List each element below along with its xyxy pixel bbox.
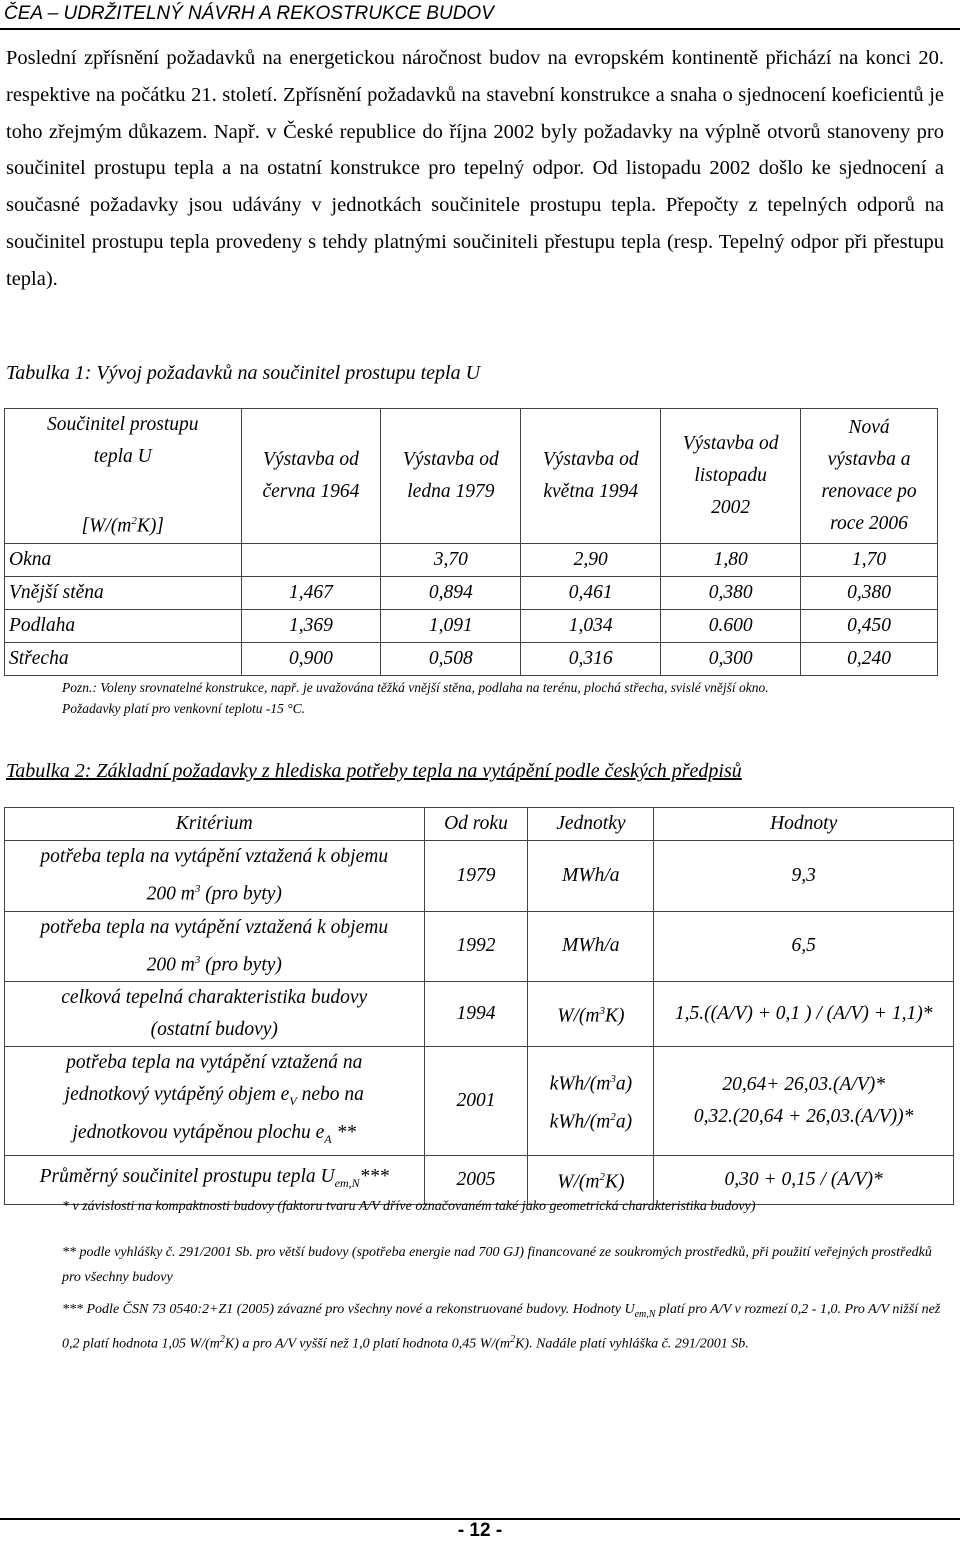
cell-value: 1,369 bbox=[241, 609, 381, 642]
table2-header-year: Od roku bbox=[424, 808, 528, 841]
cell-value: 0,450 bbox=[801, 609, 938, 642]
cell-units: kWh/$(m^3a)$ kWh/$(m^2a)$ bbox=[528, 1047, 654, 1156]
cell-value: 2,90 bbox=[521, 543, 661, 576]
cell-value: 1,034 bbox=[521, 609, 661, 642]
row-label: Střecha bbox=[5, 642, 242, 675]
cell-year: 2005 bbox=[424, 1155, 528, 1204]
criterion-line: 200 $m^3$ (pro byty) bbox=[146, 883, 282, 905]
criterion-line: potřeba tepla na vytápění vztažená k objemu bbox=[40, 846, 389, 867]
cell-value: 9,3 bbox=[654, 841, 954, 912]
cell-units: MWh/a bbox=[528, 911, 654, 982]
table1-caption: Tabulka 1: Vývoj požadavků na součinitel prostupu tepla U bbox=[6, 362, 481, 384]
cell-year: 1979 bbox=[424, 841, 528, 912]
table1-header-2006: Nová výstavba a renovace po roce 2006 bbox=[801, 409, 938, 544]
header-rule bbox=[0, 28, 960, 30]
row-label: Vnější stěna bbox=[5, 576, 242, 609]
table-row bbox=[5, 1047, 954, 1156]
cell-units: $W/(m^3K)$ bbox=[528, 982, 654, 1047]
cell-year: 1994 bbox=[424, 982, 528, 1047]
cell-value: 0,316 bbox=[521, 642, 661, 675]
cell-value: 0,894 bbox=[381, 576, 521, 609]
table2-header-values: Hodnoty bbox=[654, 808, 954, 841]
cell-value bbox=[241, 543, 381, 576]
cell-value: 0,240 bbox=[801, 642, 938, 675]
table-row bbox=[5, 576, 938, 609]
criterion-line: 200 $m^3$ (pro byty) bbox=[146, 953, 282, 975]
criterion-line: (ostatní budovy) bbox=[150, 1019, 278, 1040]
cell-value: 0.600 bbox=[661, 609, 801, 642]
footnote-1: * v závislosti na kompaktnosti budovy (faktoru tvaru A/V dříve označovaném také jako geometrická charakteristika budovy) bbox=[62, 1199, 756, 1214]
cell-value: 0,900 bbox=[241, 642, 381, 675]
table2-header-criterion: Kritérium bbox=[5, 808, 425, 841]
cell-value: 1,70 bbox=[801, 543, 938, 576]
table1-header-1994: Výstavba od května 1994 bbox=[521, 409, 661, 544]
running-header: ČEA – UDRŽITELNÝ NÁVRH A REKOSTRUKCE BUDOV bbox=[4, 3, 494, 24]
intro-paragraph: Poslední zpřísnění požadavků na energetickou náročnost budov na evropském kontinentě přichází na konci 20. respektive na počátku 21. století. Zpřísnění požadavků na stavební konstrukce a snaha o sjednocení koeficientů je toho zřejmým důkazem. Např. v České republice do října 2002 byly požadavky na výplně otvorů stanoveny pro součinitel prostupu tepla a na ostatní konstrukce pro tepelný odpor. Od listopadu 2002 došlo ke sjednocení a současné požadavky jsou udávány v jednotkách součinitele prostupu tepla. Přepočty z tepelných odporů na součinitel prostupu tepla provedeny s tehdy platnými součiniteli přestupu tepla (resp. Tepelný odpor při přestupu tepla). bbox=[6, 47, 944, 290]
table1-header-spacer bbox=[5, 473, 241, 505]
cell-value: 1,80 bbox=[661, 543, 801, 576]
table1-header-criterion bbox=[5, 409, 242, 544]
criterion-line: jednotkový vytápěný objem $e_V$ nebo na bbox=[64, 1084, 364, 1108]
table2-heating-requirements bbox=[4, 807, 954, 1205]
table-row bbox=[5, 982, 954, 1047]
row-criterion bbox=[5, 1047, 425, 1156]
table1-header-2002: Výstavba od listopadu 2002 bbox=[661, 409, 801, 544]
cell-value: 0,30 + 0,15 / (A/V)* bbox=[654, 1155, 954, 1204]
table1-note-line-1: Pozn.: Voleny srovnatelné konstrukce, např. je uvažována těžká vnější stěna, podlaha na terénu, plochá střecha, svislé vnější okno. bbox=[62, 680, 769, 695]
row-label: Podlaha bbox=[5, 609, 242, 642]
row-label: Okna bbox=[5, 543, 242, 576]
table1-header-row bbox=[5, 409, 938, 544]
cell-value: 1,467 bbox=[241, 576, 381, 609]
cell-value: 0,508 bbox=[381, 642, 521, 675]
footnote-3: *** Podle ČSN 73 0540:2+Z1 (2005) závazné pro všechny nové a rekonstruované budovy. Hodnoty $U_{em,N}$ platí pro A/V v rozmezí 0,2 - 1,0. Pro A/V nižší než 0,2 platí hodnota 1,05 $W/(m^2K)$ a pro A/V vyšší než 1,0 platí hodnota 0,45 $W/(m^2K)$. Nadále platí vyhláška č. 291/2001 Sb. bbox=[62, 1302, 941, 1352]
criterion-line: celková tepelná charakteristika budovy bbox=[61, 987, 368, 1008]
cell-value: 1,5.((A/V) + 0,1 ) / (A/V) + 1,1)* bbox=[654, 982, 954, 1047]
cell-value: 0,461 bbox=[521, 576, 661, 609]
table-row bbox=[5, 911, 954, 982]
cell-value: 0,380 bbox=[661, 576, 801, 609]
cell-value: 3,70 bbox=[381, 543, 521, 576]
footnote-2: ** podle vyhlášky č. 291/2001 Sb. pro větší budovy (spotřeba energie nad 700 GJ) financované ze soukromých prostředků, při použití veřejných prostředků pro všechny budovy bbox=[62, 1245, 932, 1285]
cell-value: 0,380 bbox=[801, 576, 938, 609]
cell-value: 0,300 bbox=[661, 642, 801, 675]
table1-u-requirements bbox=[4, 408, 938, 676]
table1-note-line-2: Požadavky platí pro venkovní teplotu -15 °C. bbox=[62, 701, 305, 716]
table1-header-label-2: tepla U bbox=[93, 446, 152, 467]
cell-value: 20,64+ 26,03.(A/V)* 0,32.(20,64 + 26,03.(A/V))* bbox=[654, 1047, 954, 1156]
criterion-line: potřeba tepla na vytápění vztažená na bbox=[66, 1052, 363, 1073]
table2-caption: Tabulka 2: Základní požadavky z hlediska potřeby tepla na vytápění podle českých předpisů bbox=[6, 760, 742, 782]
page-number: - 12 - bbox=[457, 1520, 503, 1541]
cell-year: 2001 bbox=[424, 1047, 528, 1156]
row-criterion bbox=[5, 982, 425, 1047]
table2-header-units: Jednotky bbox=[528, 808, 654, 841]
table-row bbox=[5, 609, 938, 642]
table1-header-unit: $[W/(m^2K)]$ bbox=[81, 515, 164, 537]
cell-value: 1,091 bbox=[381, 609, 521, 642]
table1-header-1979: Výstavba od ledna 1979 bbox=[381, 409, 521, 544]
cell-units: $W/(m^2K)$ bbox=[528, 1155, 654, 1204]
table1-header-label-1: Součinitel prostupu bbox=[47, 414, 199, 435]
table-row bbox=[5, 543, 938, 576]
cell-value: 6,5 bbox=[654, 911, 954, 982]
table-row bbox=[5, 642, 938, 675]
criterion-line: potřeba tepla na vytápění vztažená k objemu bbox=[40, 916, 389, 938]
row-criterion bbox=[5, 841, 425, 912]
cell-year: 1992 bbox=[424, 911, 528, 982]
row-criterion: Průměrný součinitel prostupu tepla $U_{em,N}***$ bbox=[5, 1155, 425, 1204]
table1-header-1964: Výstavba od června 1964 bbox=[241, 409, 381, 544]
table2-header-row bbox=[5, 808, 954, 841]
table1-note bbox=[62, 677, 769, 719]
cell-units: MWh/a bbox=[528, 841, 654, 912]
table-row bbox=[5, 841, 954, 912]
criterion-line: jednotkovou vytápěnou plochu $e_A$ ** bbox=[72, 1121, 357, 1146]
row-criterion bbox=[5, 911, 425, 982]
